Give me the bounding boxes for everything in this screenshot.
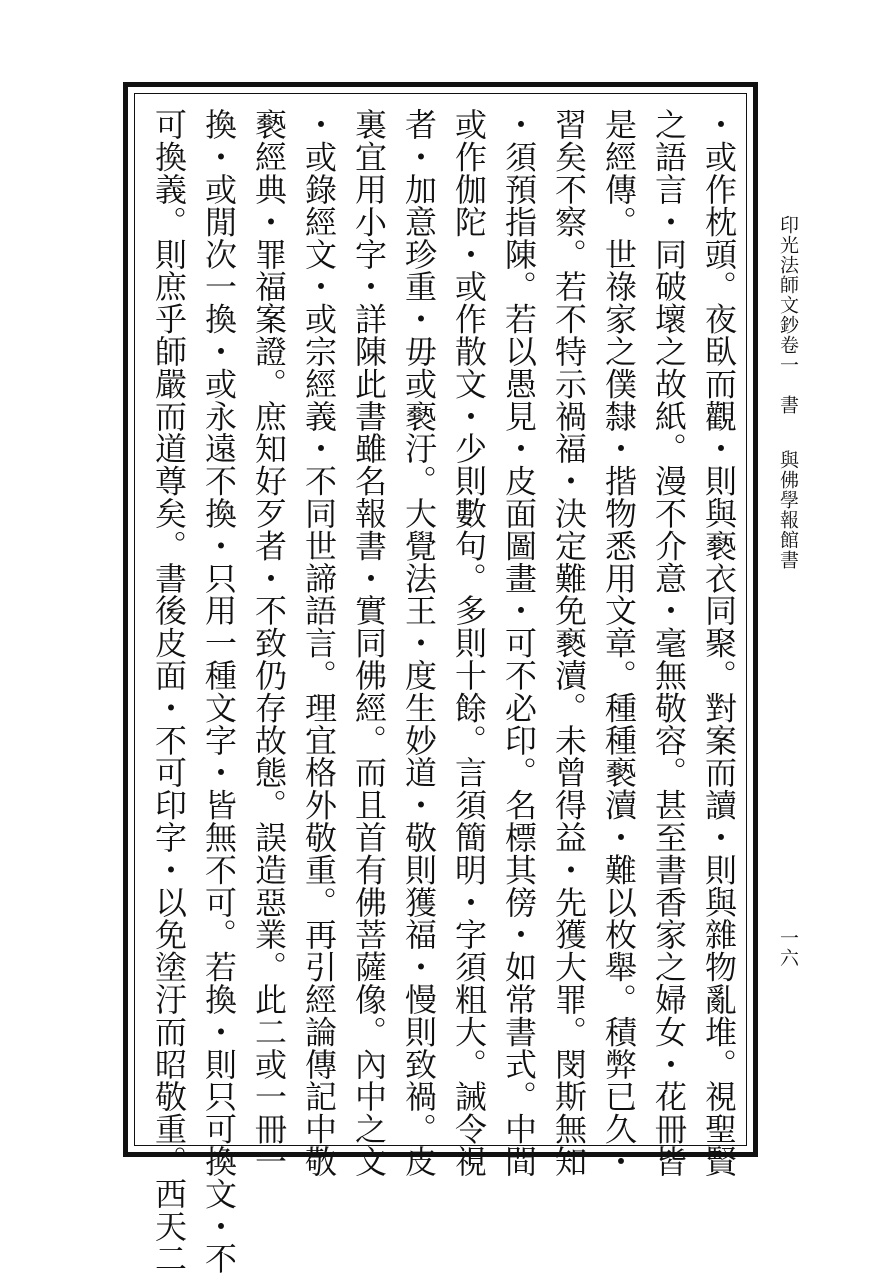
- text-column-6: 或作伽陀・或作散文・少則數句。多則十餘。言須簡明・字須粗大。誡令視: [450, 108, 488, 1178]
- text-column-12: 可換義。則庶乎師嚴而道尊矣。書後皮面・不可印字・以免塗汙而昭敬重。西天二: [150, 108, 188, 1274]
- text-column-10: 褻經典・罪福案證。庶知好歹者・不致仍存故態。誤造惡業。此二或一冊一: [250, 108, 288, 1178]
- page-number: 一六: [777, 928, 799, 968]
- book-title: 印光法師文鈔卷一: [777, 215, 799, 375]
- letter-title: 與佛學報館書: [777, 450, 799, 570]
- body-text: [138, 108, 744, 1274]
- text-column-5: ・須預指陳。若以愚見・皮面圖畫・可不必印。名標其傍・如常書式。中間: [500, 108, 538, 1178]
- text-column-4: 習矣不察。若不特示禍福・決定難免褻瀆。未曾得益・先獲大罪。閔斯無知: [550, 108, 588, 1178]
- text-column-3: 是經傳。世祿家之僕隸・揩物悉用文章。種種褻瀆・難以枚舉。積弊已久・: [600, 108, 638, 1178]
- margin-header: [773, 215, 803, 1115]
- text-column-8: 裏宜用小字・詳陳此書雖名報書・實同佛經。而且首有佛菩薩像。內中之文: [350, 108, 388, 1178]
- section-label: 書: [777, 395, 799, 415]
- text-column-7: 者・加意珍重・毋或褻汙。大覺法王・度生妙道・敬則獲福・慢則致禍。皮: [400, 108, 438, 1178]
- text-column-2: 之語言・同破壞之故紙。漫不介意・毫無敬容。甚至書香家之婦女・花冊皆: [650, 108, 688, 1178]
- text-column-9: ・或錄經文・或宗經義・不同世諦語言。理宜格外敬重。再引經論傳記中敬: [300, 108, 338, 1178]
- text-column-1: ・或作枕頭。夜臥而觀・則與褻衣同聚。對案而讀・則與雜物亂堆。視聖賢: [700, 108, 738, 1178]
- text-column-11: 換・或閒次一換・或永遠不換・只用一種文字・皆無不可。若換・則只可換文・不: [200, 108, 238, 1274]
